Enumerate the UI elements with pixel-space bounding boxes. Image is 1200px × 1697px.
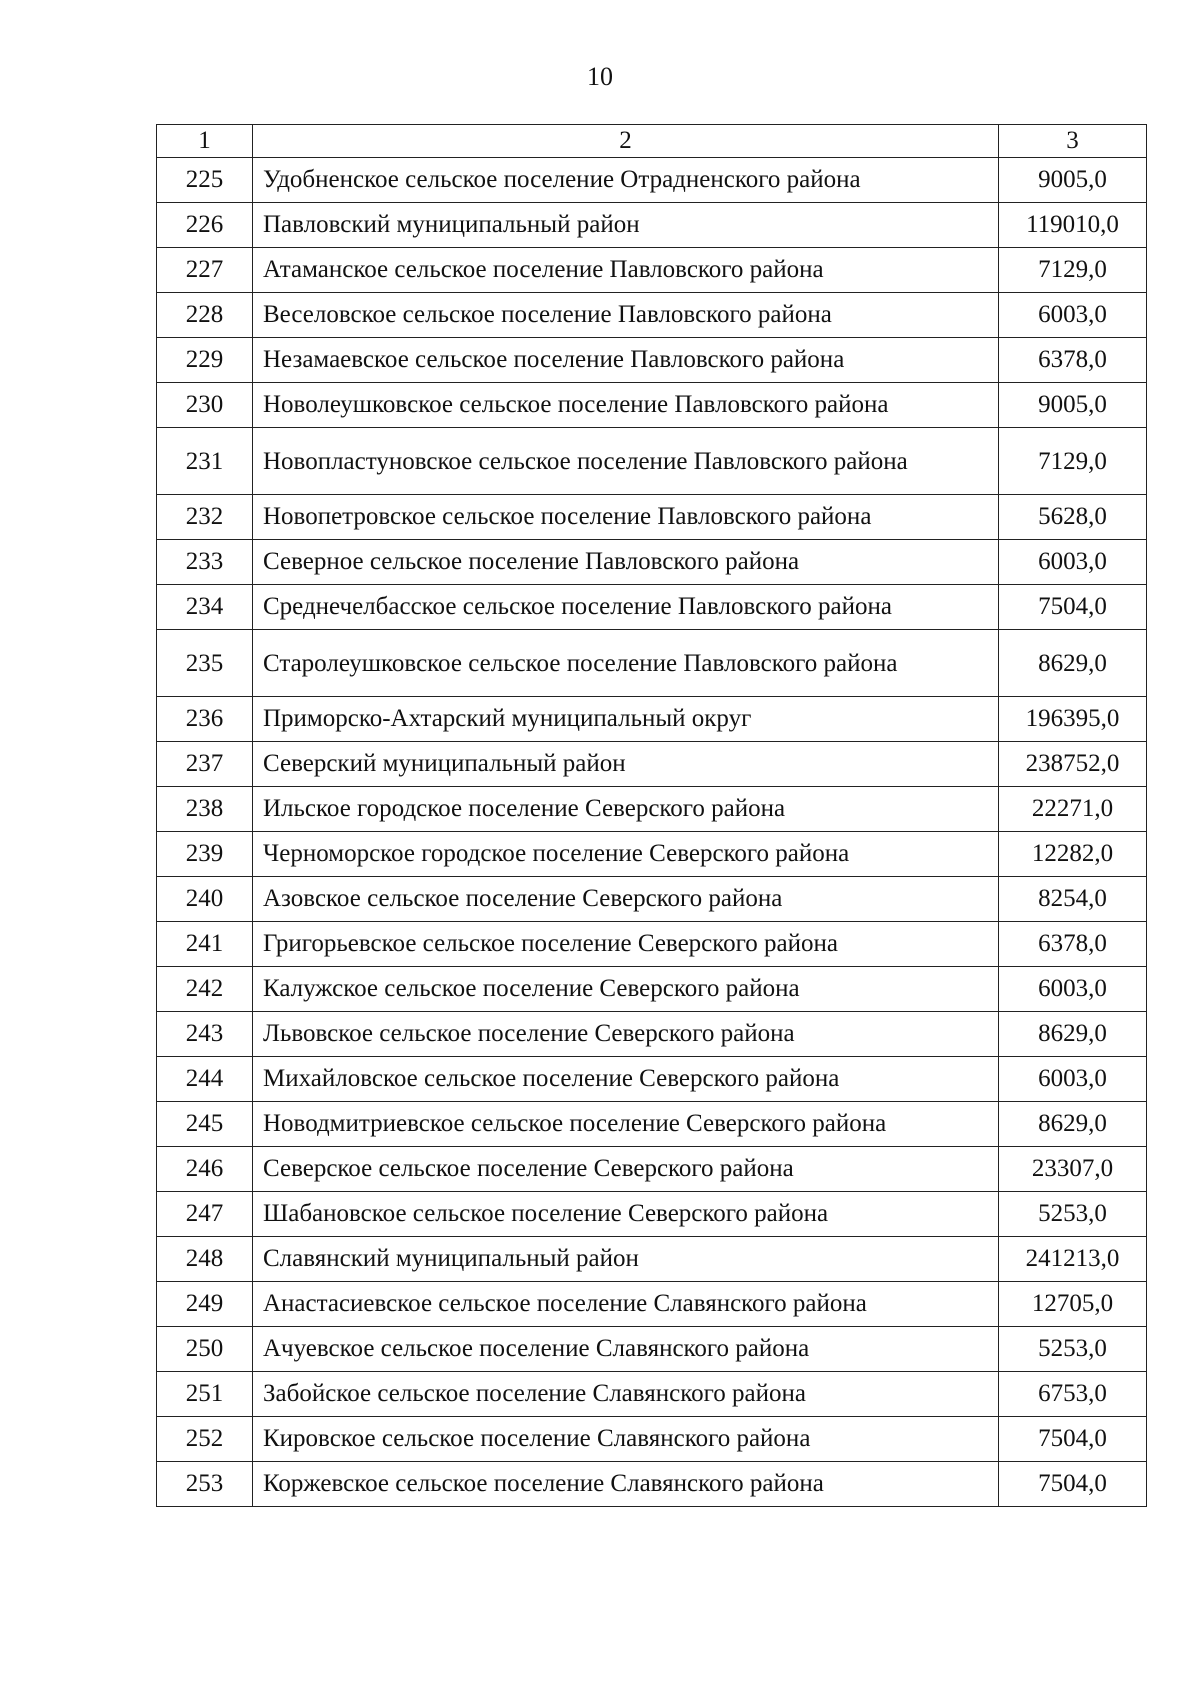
table-row: [157, 787, 1147, 832]
allocation-table: [156, 124, 1147, 1507]
table-row: [157, 1282, 1147, 1327]
municipality-name-cell: Веселовское сельское поселение Павловского района: [253, 293, 999, 338]
row-number-cell: 237: [157, 742, 253, 787]
row-number-cell: 251: [157, 1372, 253, 1417]
table-row: [157, 742, 1147, 787]
amount-cell: 12282,0: [999, 832, 1147, 877]
amount-cell: 6003,0: [999, 1057, 1147, 1102]
row-number-cell: 242: [157, 967, 253, 1012]
amount-cell: 6003,0: [999, 540, 1147, 585]
table-row: [157, 585, 1147, 630]
table-row: [157, 158, 1147, 203]
row-number-cell: 244: [157, 1057, 253, 1102]
amount-cell: 238752,0: [999, 742, 1147, 787]
table-row: [157, 338, 1147, 383]
municipality-name-cell: Шабановское сельское поселение Северского района: [253, 1192, 999, 1237]
amount-cell: 196395,0: [999, 697, 1147, 742]
amount-cell: 23307,0: [999, 1147, 1147, 1192]
municipality-name-cell: Азовское сельское поселение Северского района: [253, 877, 999, 922]
table-row: [157, 203, 1147, 248]
amount-cell: 7504,0: [999, 1417, 1147, 1462]
municipality-name-cell: Анастасиевское сельское поселение Славянского района: [253, 1282, 999, 1327]
row-number-cell: 234: [157, 585, 253, 630]
row-number-cell: 246: [157, 1147, 253, 1192]
row-number-cell: 247: [157, 1192, 253, 1237]
amount-cell: 8254,0: [999, 877, 1147, 922]
row-number-cell: 238: [157, 787, 253, 832]
table-row: [157, 832, 1147, 877]
municipality-name-cell: Калужское сельское поселение Северского района: [253, 967, 999, 1012]
amount-cell: 5253,0: [999, 1192, 1147, 1237]
table-row: [157, 630, 1147, 697]
amount-cell: 5253,0: [999, 1327, 1147, 1372]
table-row: [157, 383, 1147, 428]
amount-cell: 6003,0: [999, 293, 1147, 338]
table-row: [157, 1057, 1147, 1102]
table-row: [157, 248, 1147, 293]
table-row: [157, 1192, 1147, 1237]
municipality-name-cell: Михайловское сельское поселение Северского района: [253, 1057, 999, 1102]
municipality-name-cell: Павловский муниципальный район: [253, 203, 999, 248]
amount-cell: 8629,0: [999, 1012, 1147, 1057]
municipality-name-cell: Северское сельское поселение Северского района: [253, 1147, 999, 1192]
municipality-name-cell: Новодмитриевское сельское поселение Северского района: [253, 1102, 999, 1147]
table-row: [157, 428, 1147, 495]
column-header-1: 1: [157, 125, 253, 158]
municipality-name-cell: Ачуевское сельское поселение Славянского района: [253, 1327, 999, 1372]
column-header-3: 3: [999, 125, 1147, 158]
amount-cell: 7504,0: [999, 585, 1147, 630]
row-number-cell: 229: [157, 338, 253, 383]
municipality-name-cell: Незамаевское сельское поселение Павловского района: [253, 338, 999, 383]
table-row: [157, 922, 1147, 967]
amount-cell: 8629,0: [999, 1102, 1147, 1147]
table-row: [157, 1462, 1147, 1507]
table-row: [157, 1237, 1147, 1282]
municipality-name-cell: Новопетровское сельское поселение Павловского района: [253, 495, 999, 540]
table-header-row: [157, 125, 1147, 158]
table-row: [157, 540, 1147, 585]
row-number-cell: 235: [157, 630, 253, 697]
table-row: [157, 1147, 1147, 1192]
amount-cell: 8629,0: [999, 630, 1147, 697]
amount-cell: 7504,0: [999, 1462, 1147, 1507]
row-number-cell: 233: [157, 540, 253, 585]
table-row: [157, 967, 1147, 1012]
municipality-name-cell: Славянский муниципальный район: [253, 1237, 999, 1282]
row-number-cell: 250: [157, 1327, 253, 1372]
municipality-name-cell: Атаманское сельское поселение Павловского района: [253, 248, 999, 293]
amount-cell: 7129,0: [999, 248, 1147, 293]
table-row: [157, 877, 1147, 922]
municipality-name-cell: Среднечелбасское сельское поселение Павловского района: [253, 585, 999, 630]
table-row: [157, 1372, 1147, 1417]
row-number-cell: 232: [157, 495, 253, 540]
municipality-name-cell: Новолеушковское сельское поселение Павловского района: [253, 383, 999, 428]
municipality-name-cell: Удобненское сельское поселение Отрадненского района: [253, 158, 999, 203]
page-number: 10: [587, 62, 613, 91]
row-number-cell: 253: [157, 1462, 253, 1507]
row-number-cell: 245: [157, 1102, 253, 1147]
row-number-cell: 231: [157, 428, 253, 495]
amount-cell: 6378,0: [999, 922, 1147, 967]
table-row: [157, 495, 1147, 540]
row-number-cell: 228: [157, 293, 253, 338]
table-row: [157, 697, 1147, 742]
municipality-name-cell: Черноморское городское поселение Северского района: [253, 832, 999, 877]
row-number-cell: 236: [157, 697, 253, 742]
municipality-name-cell: Северное сельское поселение Павловского района: [253, 540, 999, 585]
row-number-cell: 249: [157, 1282, 253, 1327]
table-row: [157, 1012, 1147, 1057]
table-row: [157, 1102, 1147, 1147]
row-number-cell: 248: [157, 1237, 253, 1282]
municipality-name-cell: Северский муниципальный район: [253, 742, 999, 787]
amount-cell: 12705,0: [999, 1282, 1147, 1327]
amount-cell: 5628,0: [999, 495, 1147, 540]
municipality-name-cell: Старолеушковское сельское поселение Павловского района: [253, 630, 999, 697]
amount-cell: 241213,0: [999, 1237, 1147, 1282]
amount-cell: 6753,0: [999, 1372, 1147, 1417]
municipality-name-cell: Ильское городское поселение Северского района: [253, 787, 999, 832]
row-number-cell: 226: [157, 203, 253, 248]
municipality-name-cell: Григорьевское сельское поселение Северского района: [253, 922, 999, 967]
amount-cell: 9005,0: [999, 158, 1147, 203]
row-number-cell: 241: [157, 922, 253, 967]
row-number-cell: 230: [157, 383, 253, 428]
municipality-name-cell: Приморско-Ахтарский муниципальный округ: [253, 697, 999, 742]
amount-cell: 119010,0: [999, 203, 1147, 248]
column-header-2: 2: [253, 125, 999, 158]
row-number-cell: 239: [157, 832, 253, 877]
municipality-name-cell: Львовское сельское поселение Северского района: [253, 1012, 999, 1057]
row-number-cell: 227: [157, 248, 253, 293]
amount-cell: 9005,0: [999, 383, 1147, 428]
municipality-name-cell: Коржевское сельское поселение Славянского района: [253, 1462, 999, 1507]
row-number-cell: 252: [157, 1417, 253, 1462]
municipality-name-cell: Новопластуновское сельское поселение Павловского района: [253, 428, 999, 495]
amount-cell: 22271,0: [999, 787, 1147, 832]
row-number-cell: 240: [157, 877, 253, 922]
table-row: [157, 1327, 1147, 1372]
row-number-cell: 243: [157, 1012, 253, 1057]
municipality-name-cell: Забойское сельское поселение Славянского района: [253, 1372, 999, 1417]
municipality-name-cell: Кировское сельское поселение Славянского района: [253, 1417, 999, 1462]
amount-cell: 6378,0: [999, 338, 1147, 383]
amount-cell: 7129,0: [999, 428, 1147, 495]
amount-cell: 6003,0: [999, 967, 1147, 1012]
row-number-cell: 225: [157, 158, 253, 203]
table-row: [157, 1417, 1147, 1462]
table-row: [157, 293, 1147, 338]
